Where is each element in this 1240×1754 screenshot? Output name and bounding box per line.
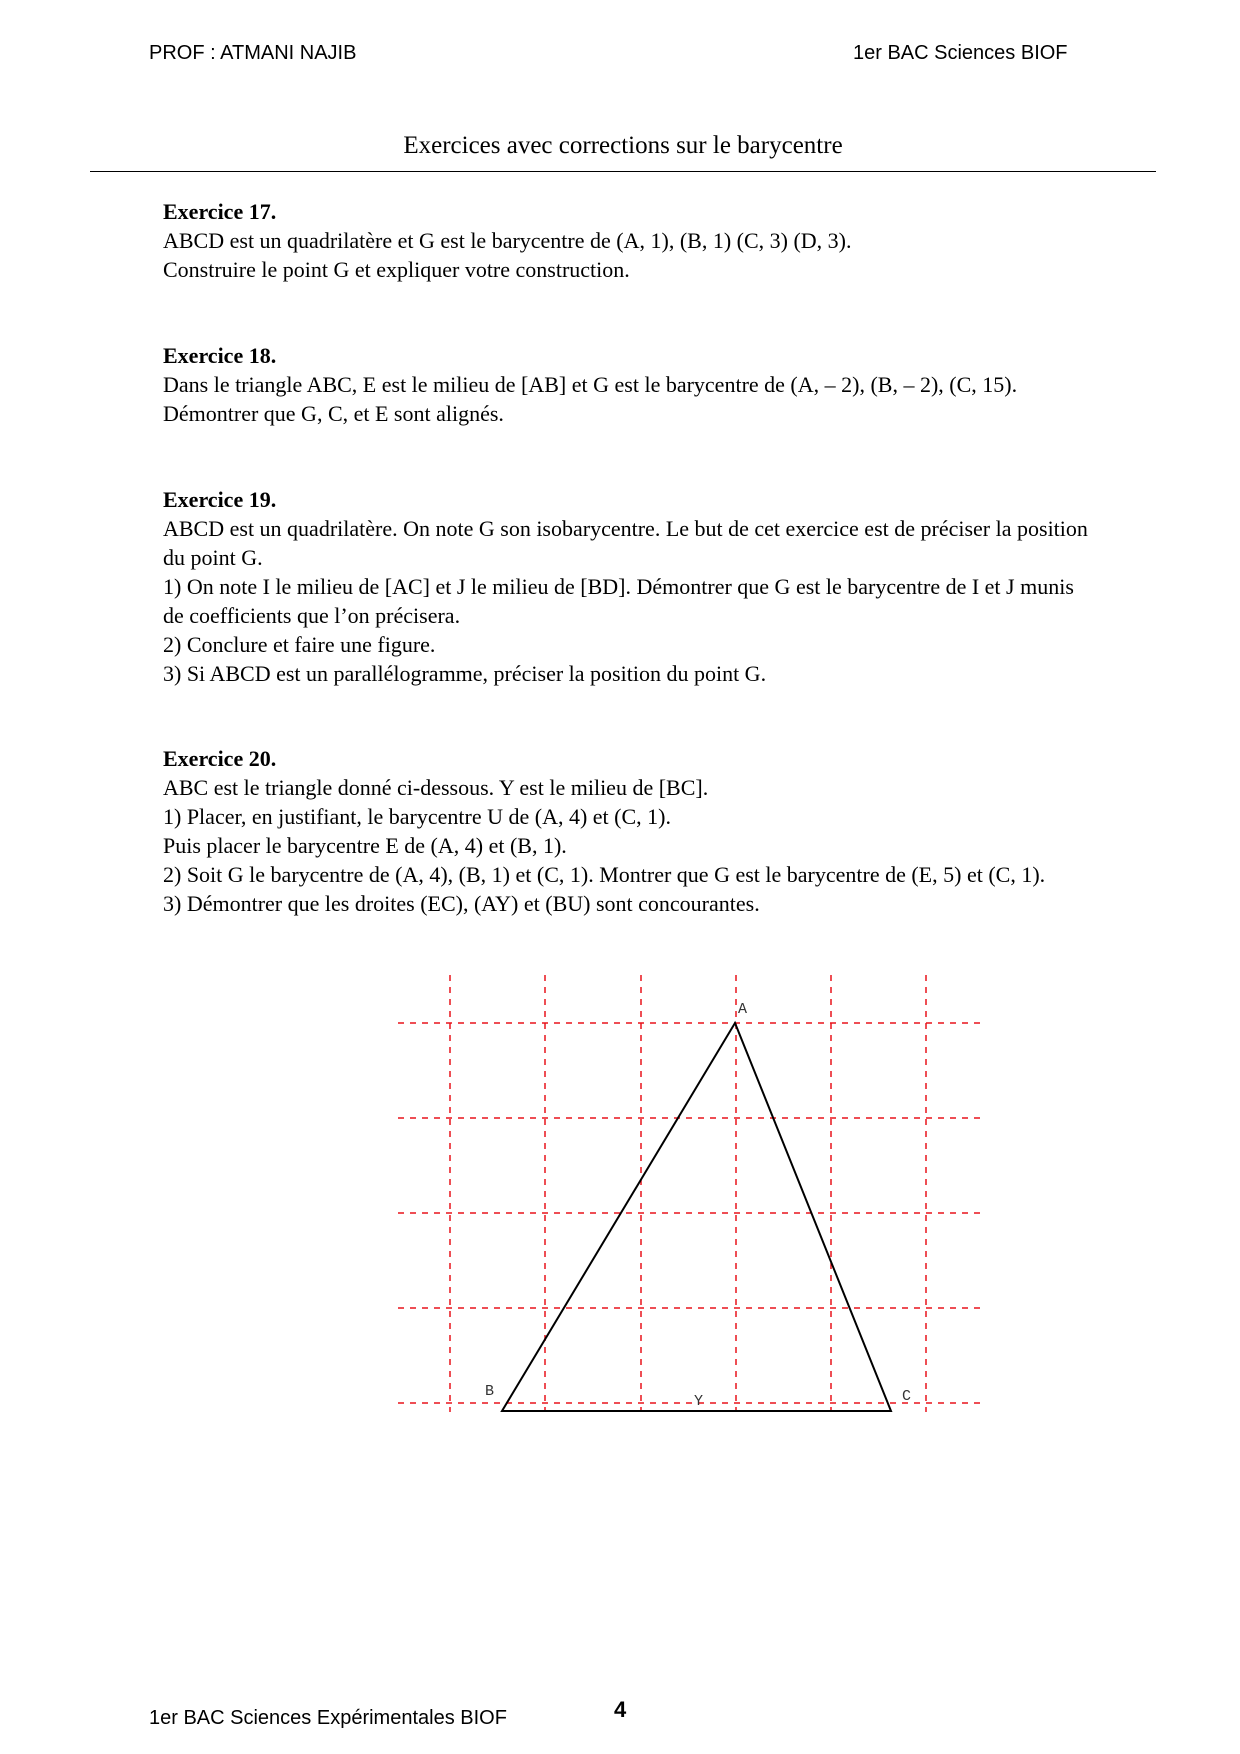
exercise-line: 3) Démontrer que les droites (EC), (AY) et (BU) sont concourantes. (163, 891, 760, 916)
point-c-label: C (902, 1388, 912, 1405)
exercise-line: 2) Conclure et faire une figure. (163, 632, 436, 657)
exercise-title: Exercice 20. (163, 746, 277, 771)
header-class: 1er BAC Sciences BIOF (853, 42, 1068, 64)
exercise-title: Exercice 19. (163, 487, 277, 512)
page-title: Exercices avec corrections sur le barycentre (403, 132, 843, 159)
exercise-line: Construire le point G et expliquer votre construction. (163, 257, 630, 282)
triangle-abc (502, 1023, 891, 1411)
figure-grid (398, 975, 984, 1412)
page-number: 4 (614, 1697, 627, 1722)
exercise-line: 1) Placer, en justifiant, le barycentre U de (A, 4) et (C, 1). (163, 804, 671, 829)
exercise-line: 2) Soit G le barycentre de (A, 4), (B, 1) et (C, 1). Montrer que G est le barycentre de (E, 5) et (C, 1). (163, 862, 1046, 887)
exercise-title: Exercice 18. (163, 343, 277, 368)
exercise-line: de coefficients que l’on précisera. (163, 603, 461, 628)
exercise-line: Dans le triangle ABC, E est le milieu de [AB] et G est le barycentre de (A, – 2), (B, – 2), (C, 15). (163, 372, 1018, 397)
point-a-label: A (738, 1001, 748, 1018)
header-author: PROF : ATMANI NAJIB (149, 42, 357, 64)
point-y-label: Y (694, 1393, 704, 1410)
point-b-label: B (485, 1383, 495, 1400)
exercise-line: ABCD est un quadrilatère. On note G son isobarycentre. Le but de cet exercice est de préciser la position (163, 516, 1088, 541)
exercise-line: du point G. (163, 545, 263, 570)
footer-text: 1er BAC Sciences Expérimentales BIOF (149, 1707, 507, 1729)
exercise-line: ABCD est un quadrilatère et G est le barycentre de (A, 1), (B, 1) (C, 3) (D, 3). (163, 228, 852, 253)
exercise-line: Démontrer que G, C, et E sont alignés. (163, 401, 504, 426)
exercise-line: ABC est le triangle donné ci-dessous. Y est le milieu de [BC]. (163, 775, 709, 800)
exercise-title: Exercice 17. (163, 199, 277, 224)
exercise-line: Puis placer le barycentre E de (A, 4) et (B, 1). (163, 833, 567, 858)
exercise-line: 3) Si ABCD est un parallélogramme, préciser la position du point G. (163, 661, 767, 686)
exercise-line: 1) On note I le milieu de [AC] et J le milieu de [BD]. Démontrer que G est le barycentre de I et J munis (163, 574, 1074, 599)
